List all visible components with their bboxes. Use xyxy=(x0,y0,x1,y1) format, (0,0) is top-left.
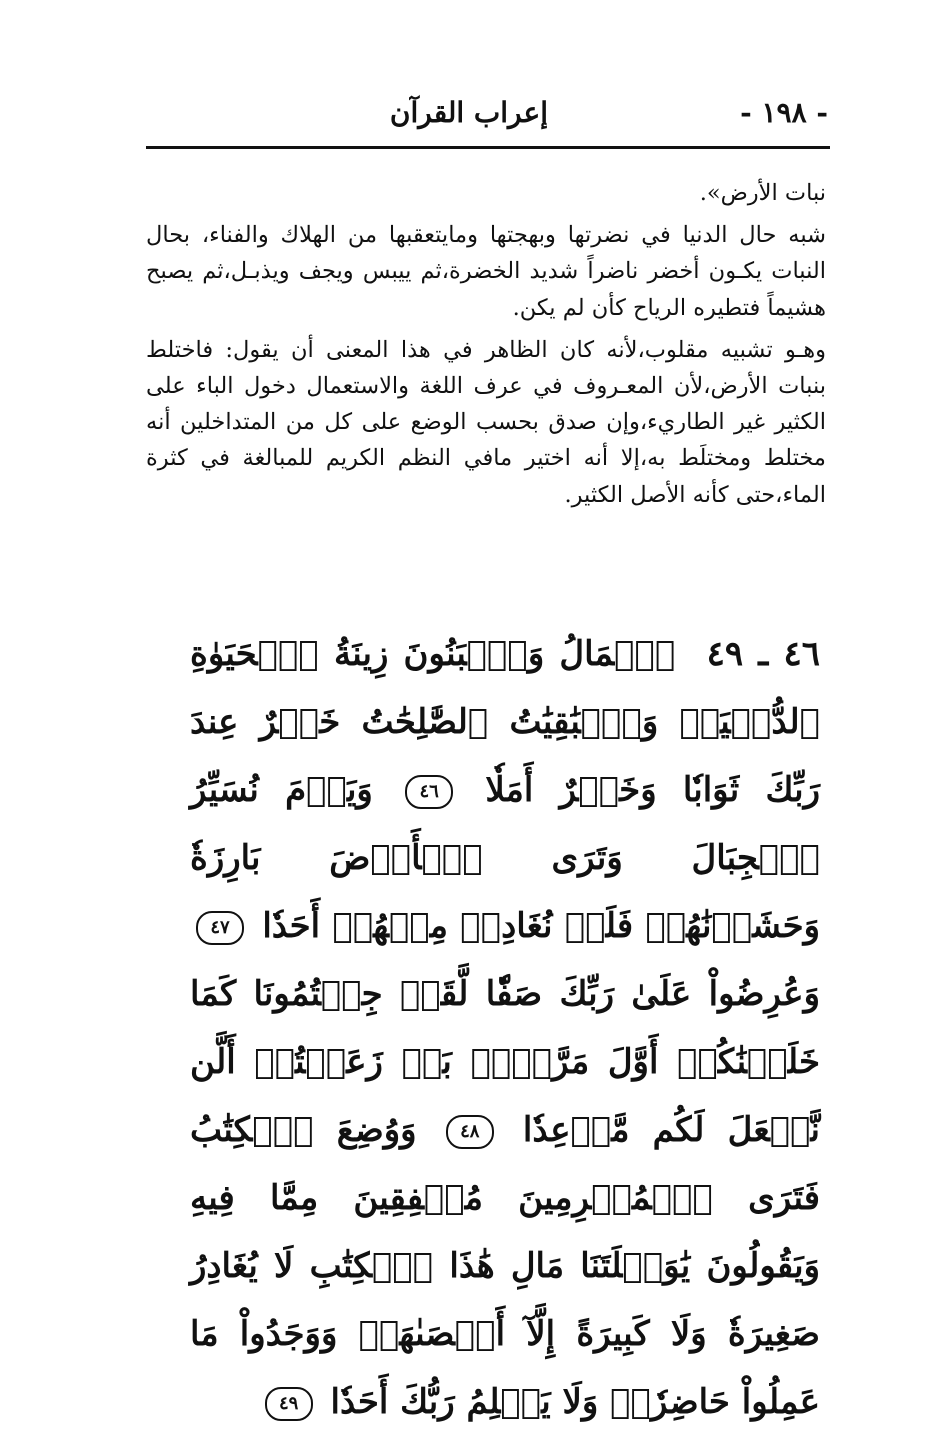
commentary-section xyxy=(146,175,826,519)
ayah-number-marker: ٤٦ xyxy=(405,775,453,809)
commentary-paragraph: نبات الأرض». xyxy=(699,180,826,206)
ayah-text: وَعُرِضُواْ عَلَىٰ رَبِّكَ صَفّٗا لَّقَدۡ جِئۡتُمُونَا كَمَا خَلَقۡنَٰكُمۡ أَوَّلَ مَرَّةِۭۚ بَلۡ زَعَمۡتُمۡ أَلَّن نَّجۡعَلَ لَكُم مَّوۡعِدٗا xyxy=(190,974,820,1150)
page-header xyxy=(146,92,830,142)
quran-verses xyxy=(190,620,820,1436)
ayah-number-marker: ٤٩ xyxy=(265,1387,313,1421)
ayah-number-marker: ٤٨ xyxy=(446,1115,494,1149)
commentary-paragraph: شبه حال الدنيا في نضرتها وبهجتها ومايتعقبها من الهلاك والفناء، بحال النبات يكـون أخضر ناضراً شديد الخضرة،ثم ييبس ويجف ويذبـل،ثم يصبح هشيماً فتطيره الرياح كأن لم يكن. xyxy=(146,222,826,321)
header-divider xyxy=(146,146,830,149)
ayah-text: وَيَوۡمَ نُسَيِّرُ ٱلۡجِبَالَ وَتَرَى ٱلۡأَرۡضَ بَارِزَةٗ وَحَشَرۡنَٰهُمۡ فَلَمۡ نُغَادِرۡ مِنۡهُمۡ أَحَدٗا xyxy=(190,770,821,946)
commentary-paragraph: وهـو تشبيه مقلوب،لأنه كان الظاهر في هذا المعنى أن يقول: فاختلط بنبات الأرض،لأن المعـروف في عرف اللغة والاستعمال دخول الباء على الكثير غير الطاريء،وإن صدق بحسب الوضع على كل من المتداخلين أنه مختلط ومختلَط به،إلا أنه اختير مافي النظم الكريم للمبالغة في كثرة الماء،حتى كأنه الأصل الكثير. xyxy=(146,336,826,508)
ayah-number-marker: ٤٧ xyxy=(196,911,244,945)
running-title: إعراب القرآن xyxy=(389,96,548,129)
ayah-text: ٱلۡمَالُ وَٱلۡبَنُونَ زِينَةُ ٱلۡحَيَوٰةِ ٱلدُّنۡيَاۖ وَٱلۡبَٰقِيَٰتُ ٱلصَّٰلِحَٰتُ خَيۡرٌ عِندَ رَبِّكَ ثَوَابٗا وَخَيۡرٌ أَمَلٗا xyxy=(190,634,820,810)
verse-range-label: ٤٦ ـ ٤٩ xyxy=(706,634,820,674)
page-number: - ١٩٨ - xyxy=(740,96,828,129)
ayah-text: وَوُضِعَ ٱلۡكِتَٰبُ فَتَرَى ٱلۡمُجۡرِمِينَ مُشۡفِقِينَ مِمَّا فِيهِ وَيَقُولُونَ يَٰوَيۡلَتَنَا مَالِ هَٰذَا ٱلۡكِتَٰبِ لَا يُغَادِرُ صَغِيرَةٗ وَلَا كَبِيرَةً إِلَّآ أَحۡصَىٰهَاۚ وَوَجَدُواْ مَا عَمِلُواْ حَاضِرٗاۗ وَلَا يَظۡلِمُ رَبُّكَ أَحَدٗا xyxy=(190,1110,820,1422)
